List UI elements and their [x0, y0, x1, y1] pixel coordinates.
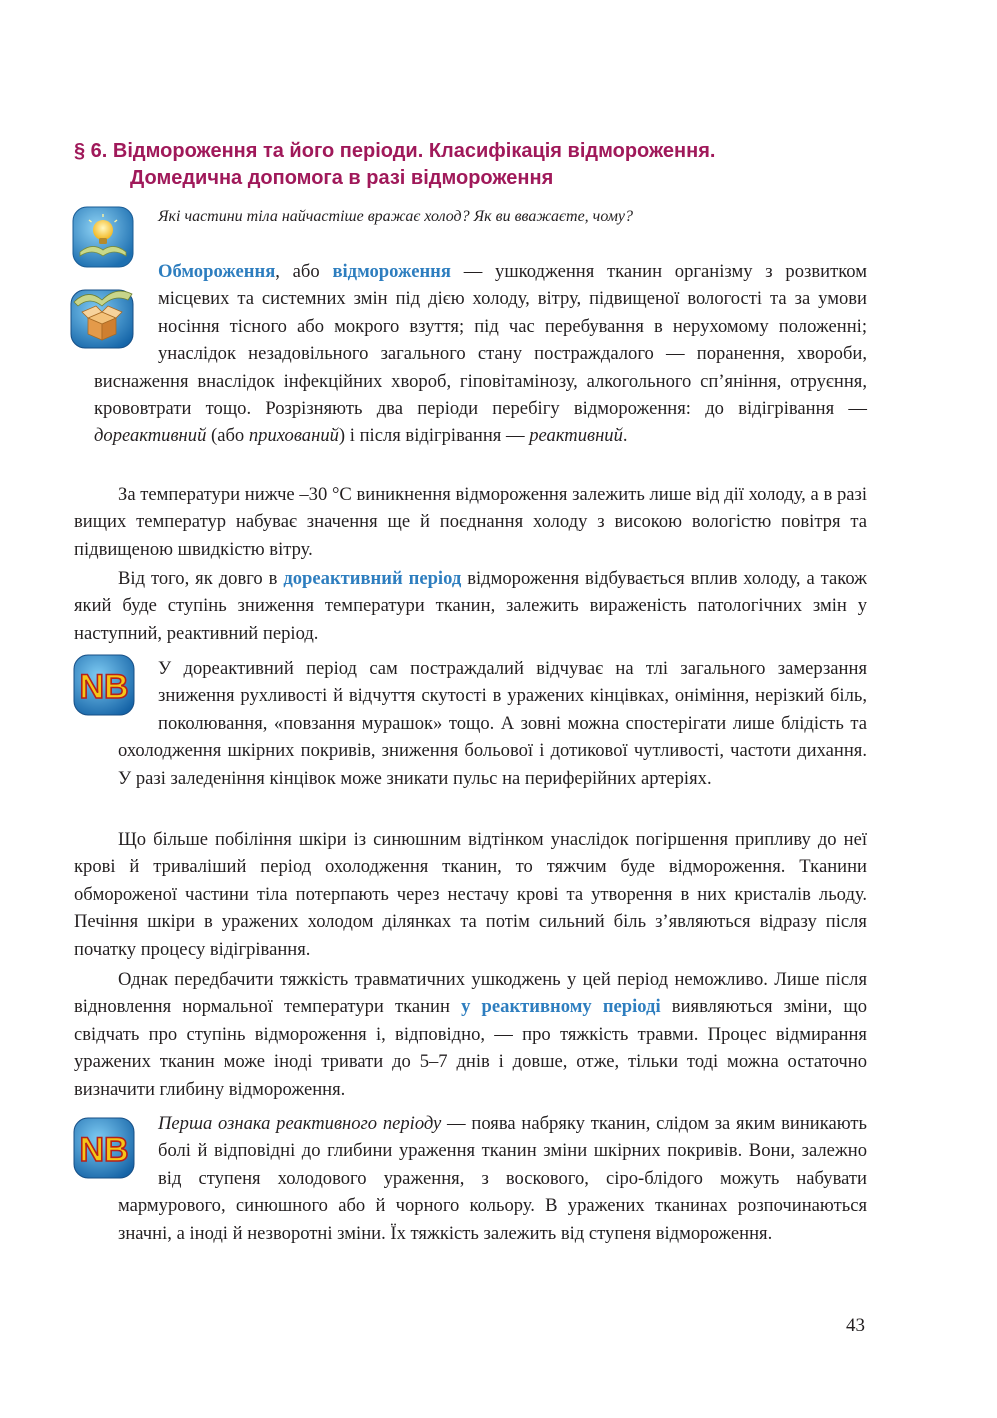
text: ) і після відігрівання —: [338, 425, 530, 447]
section-heading: [74, 138, 874, 192]
svg-text:NB: NB: [79, 668, 129, 706]
text: Однак передбачити тяжкість травматичних ушкоджень у цей період неможливо. Лише після відновлення нормальної температури тканин: [74, 969, 867, 1018]
section-heading-line-1: § 6. Відмороження та його періоди. Класифікація відмороження.: [74, 140, 716, 162]
paragraph-7: [74, 1110, 867, 1247]
paragraph-4: [74, 655, 867, 792]
term-frostbite: Обмороження: [158, 261, 276, 282]
text: Від того, як довго в: [118, 568, 284, 589]
paragraph-1: [74, 258, 867, 450]
page-number: 43: [846, 1315, 865, 1336]
term-reactive-period: у реактивному періоді: [461, 996, 661, 1018]
paragraph-4-text: У дореактивний період сам постраждалий відчуває на тлі загального замерзання зниження рухливості й відчуття скутості в уражених кінцівках, оніміння, нерізкий біль, поколювання, «повзання мурашок» тощо. А зовні можна спостерігати лише блідість та охолодження шкірних покривів, зниження больової і дотикової чутливості, частоти дихання. У разі заледеніння кінцівок може зникати пульс на периферійних артеріях.: [118, 658, 867, 789]
term-frostbite-alt: відмороження: [332, 261, 451, 282]
term-hidden: прихований: [248, 425, 339, 447]
paragraph-5-text: Що більше побіління шкіри із синюшним відтінком унаслідок погіршення припливу до неї крові й триваліший період охолодження тканин, то тяжчим буде відмороження. Тканини обмороженої частини тіла потерпають через нестачу крові та утворення в них кристалів льоду. Печіння шкіри в уражених холодом ділянках та потім сильний біль з’являються відразу після початку процесу відігрівання.: [74, 829, 867, 960]
paragraph-2: [74, 481, 867, 563]
paragraph-6: [74, 966, 867, 1103]
term-reactive: реактивний: [529, 425, 623, 447]
text: — поява набряку тканин, слідом за яким виникають болі й відповідні до глибини ураження тканин зміни шкірних покривів. Вони, залежно від ступеня холодового ураження, з воскового, сіро-блідого можуть набувати мармурового, синюшного або й чорного кольору. В уражених тканинах розпочинаються значні, а іноді й незворотні зміни. Їх тяжкість залежить від ступеня відмороження.: [118, 1113, 867, 1244]
term-first-sign: Перша ознака реактивного періоду: [158, 1113, 442, 1134]
term-prereactive-period: дореактивний період: [283, 568, 462, 589]
paragraph-3: [74, 565, 867, 647]
text: виявляються зміни, що свідчать про ступінь відмороження і, відповідно, — про тяжкість травми. Процес відмирання уражених тканин може іноді тривати до 5–7 днів і довше, отже, тільки тоді можна остаточно визначити глибину відмороження.: [74, 996, 867, 1100]
paragraph-5: [74, 826, 867, 963]
paragraph-2-text: За температури нижче –30 °С виникнення відмороження залежить лише від дії холоду, а в разі вищих температур набуває значення ще й поєднання холоду з високою вологістю повітря та підвищеною швидкістю вітру.: [74, 484, 867, 560]
text: , або: [275, 261, 333, 282]
term-prereactive: дореактивний: [94, 425, 207, 447]
text: відмороження відбувається вплив холоду, а також який буде ступінь зниження температури тканин, залежить вираженість патологічних змін у наступний, реактивний період.: [74, 568, 868, 644]
text: (або: [206, 425, 249, 447]
text: .: [622, 425, 628, 447]
text: — ушкодження тканин організму з розвитком місцевих та системних змін під дією холоду, вітру, підвищеної вологості та за умови носіння тісного або мокрого взуття; під час перебування в нерухомому положенні; унаслідок незадовільного загального стану постраждалого — поранення, хвороби, виснаження внаслідок інфекційних хвороб, гіповітамінозу, алкогольного сп’яніння, отруєння, крововтрати тощо. Розрізняють два періоди перебігу відмороження: до відігрівання —: [94, 261, 867, 420]
intro-question: Які частини тіла найчастіше вражає холод? Як ви вважаєте, чому?: [158, 208, 634, 225]
svg-text:NB: NB: [79, 1131, 129, 1169]
section-heading-line-2: Домедична допомога в разі відмороження: [130, 167, 554, 189]
